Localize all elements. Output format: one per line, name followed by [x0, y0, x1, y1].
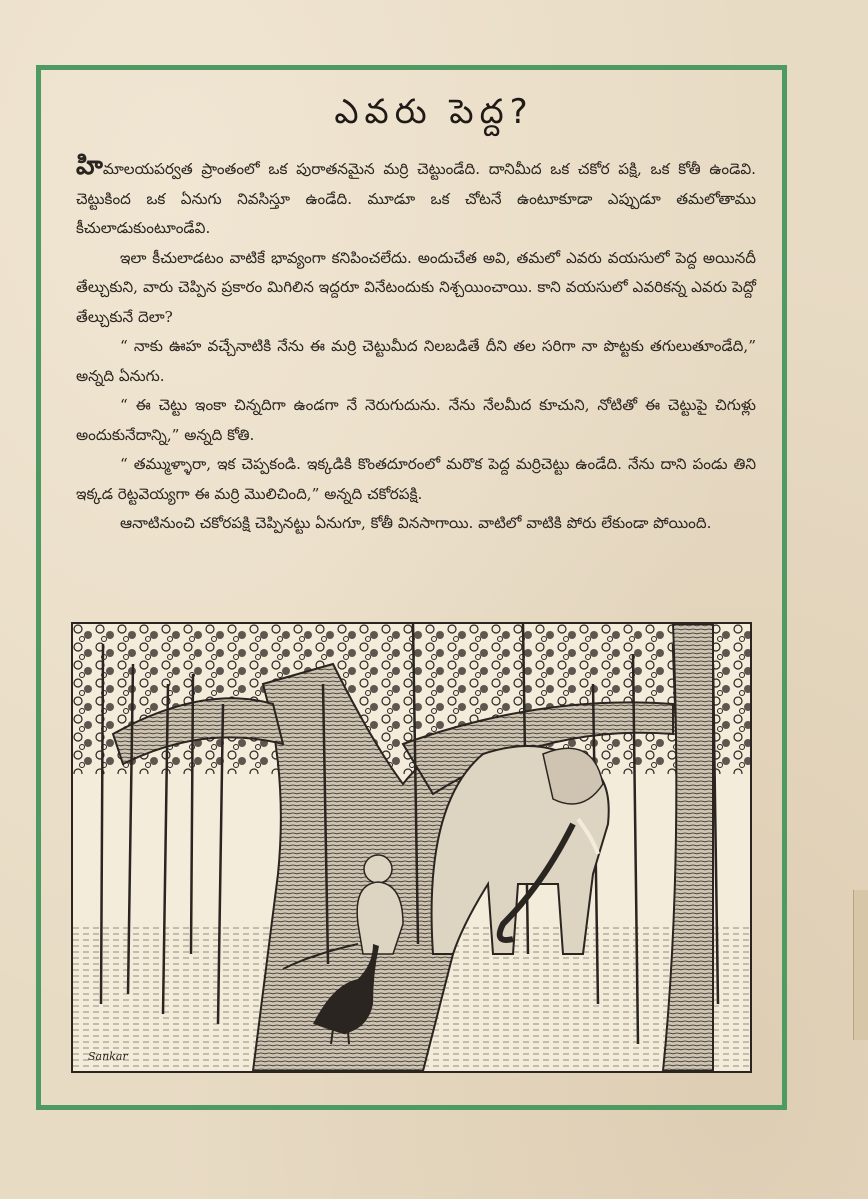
artist-signature: Sankar [88, 1050, 128, 1063]
paragraph-2: ఇలా కీచులాడటం వాటికే భావ్యంగా కనిపించలేదు. అందుచేత అవి, తమలో ఎవరు వయసులో పెద్ద అయినదీ తేల్చుకుని, వారు చెప్పిన ప్రకారం మిగిలిన ఇద్దరూ వినేటందుకు నిశ్చయించాయి. కాని వయసులో ఎవరికన్న ఎవరు పెద్దో తేల్చుకునే దెలా? [76, 248, 756, 326]
paragraph-5: “ తమ్ముళ్ళారా, ఇక చెప్పకండి. ఇక్కడికి కొంతదూరంలో మరొక పెద్ద మర్రిచెట్టు ఉండేది. నేను దాని పండు తిని ఇక్కడ రెట్టవెయ్యగా ఈ మర్రి మొలిచింది,” అన్నది చకోరపక్షి. [76, 455, 756, 503]
story-text [76, 152, 756, 539]
paragraph-3: “ నాకు ఊహ వచ్చేనాటికి నేను ఈ మర్రి చెట్టుమీద నిలబడితే దీని తల సరిగా నా పొట్టకు తగులుతూండేది,” అన్నది ఏనుగు. [76, 337, 756, 385]
paragraph-1-text: మాలయపర్వత ప్రాంతంలో ఒక పురాతనమైన మర్రి చెట్టుండేది. దానిమీద ఒక చకోర పక్షి, ఒక కోతీ ఉండెవి. చెట్టుకింద ఒక ఏనుగు నివసిస్తూ ఉండేది. మూడూ ఒక చోటనే ఉంటూకూడా ఎప్పుడూ తమలోతాము కీచులాడుకుంటూండేవి. [76, 160, 756, 237]
dropcap: హి [76, 151, 103, 181]
paragraph-1 [76, 152, 756, 244]
illustration [71, 622, 752, 1073]
story-title: ఎవరు పెద్ద? [334, 92, 534, 132]
banyan-illustration [73, 624, 750, 1071]
page-tear [853, 890, 868, 1040]
paragraph-4: “ ఈ చెట్టు ఇంకా చిన్నదిగా ఉండగా నే నెరుగుదును. నేను నేలమీద కూచుని, నోటితో ఈ చెట్టుపై చిగుళ్లు అందుకునేదాన్ని,” అన్నది కోతి. [76, 396, 756, 444]
paragraph-6: ఆనాటినుంచి చకోరపక్షి చెప్పినట్టు ఏనుగూ, కోతీ వినసాగాయి. వాటిలో వాటికి పోరు లేకుండా పోయింది. [120, 514, 712, 532]
